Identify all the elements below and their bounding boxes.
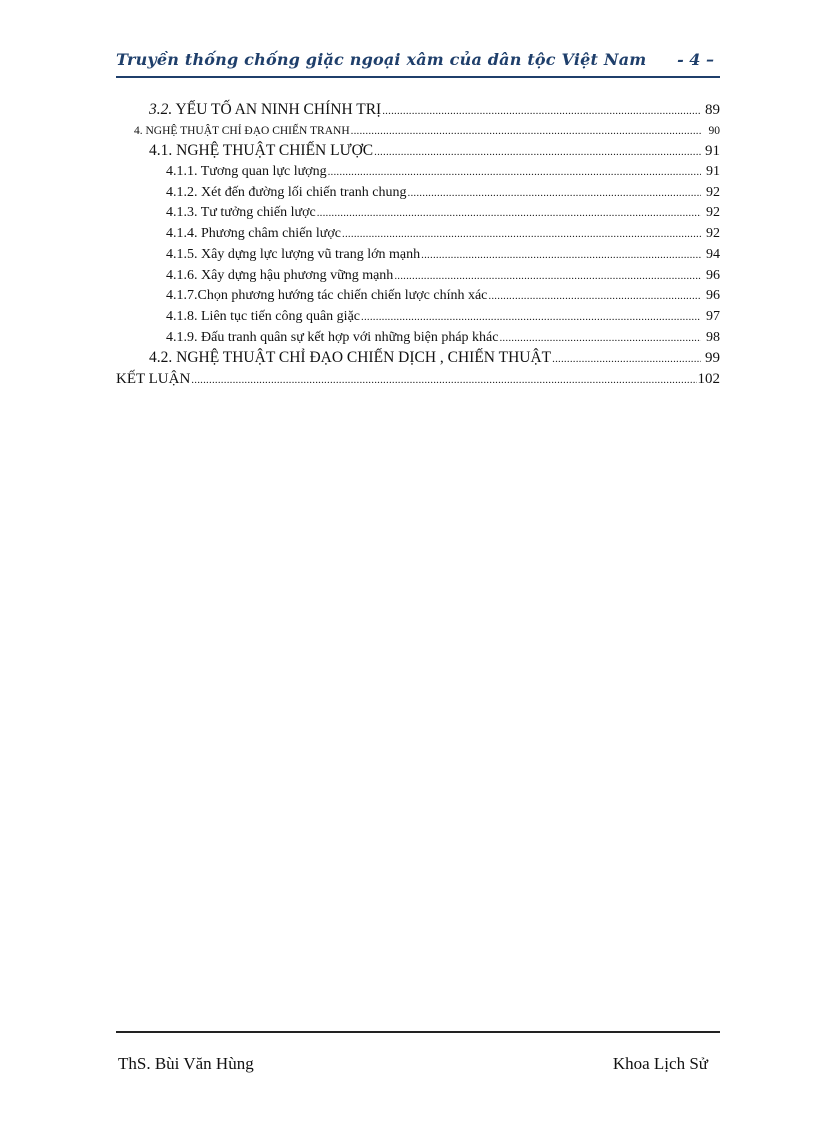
toc-entry[interactable] <box>116 369 720 390</box>
footer-divider <box>116 1031 720 1033</box>
toc-entry-title: Phương châm chiến lược <box>197 226 342 242</box>
toc-entry-title: YẾU TỐ AN NINH CHÍNH TRỊ <box>172 101 382 118</box>
toc-entry-page: 99 <box>705 350 720 367</box>
toc-entry-page: 90 <box>708 124 720 137</box>
toc-entry-title: Xây dựng hậu phương vững mạnh <box>197 267 394 283</box>
header-page-number: - 4 – <box>677 50 714 69</box>
toc-entry-title: Xây dựng lực lượng vũ trang lớn mạnh <box>197 246 421 262</box>
toc-leader-dots <box>394 266 701 287</box>
toc-leader-dots <box>421 245 701 266</box>
toc-entry[interactable] <box>116 183 720 204</box>
toc-entry-number: 4.1.1. <box>166 164 198 180</box>
toc-entry-page: 89 <box>705 102 720 118</box>
toc-entry-title: NGHỆ THUẬT CHỈ ĐẠO CHIẾN DỊCH , CHIẾN THUẬT <box>172 349 552 367</box>
toc-entry[interactable] <box>116 245 720 266</box>
toc-entry-page: 98 <box>706 329 720 345</box>
toc-entry-page: 96 <box>706 288 720 304</box>
toc-entry[interactable] <box>116 307 720 328</box>
toc-entry-title: Chọn phương hướng tác chiến chiến lược chính xác <box>197 288 488 304</box>
toc-entry-title: Tư tưởng chiến lược <box>197 205 316 221</box>
table-of-contents <box>116 100 720 390</box>
toc-entry-number: 4.1.6. <box>166 267 198 283</box>
toc-leader-dots <box>552 349 701 370</box>
toc-entry-number: 3.2. <box>149 101 173 118</box>
toc-entry[interactable] <box>116 203 720 224</box>
toc-entry[interactable] <box>116 266 720 287</box>
page-header <box>116 50 720 78</box>
toc-leader-dots <box>499 328 701 349</box>
toc-entry-number: 4.1.7. <box>166 288 198 304</box>
toc-entry-title: Đấu tranh quân sự kết hợp với những biện pháp khác <box>197 329 499 345</box>
toc-entry-page: 97 <box>706 308 720 324</box>
footer-department: Khoa Lịch Sử <box>612 1054 708 1073</box>
toc-leader-dots <box>488 286 701 307</box>
toc-entry-title: Liên tục tiến công quân giặc <box>197 308 360 324</box>
toc-entry-number: 4.1.4. <box>166 226 198 242</box>
toc-entry-title: NGHỆ THUẬT CHIẾN LƯỢC <box>172 142 374 160</box>
toc-entry-page: 94 <box>706 246 720 262</box>
toc-entry-page: 91 <box>705 143 720 160</box>
toc-entry-title: Xét đến đường lối chiến tranh chung <box>197 184 407 200</box>
toc-entry-page: 92 <box>706 184 720 200</box>
toc-entry-page: 91 <box>706 164 720 180</box>
toc-leader-dots <box>191 370 696 391</box>
toc-entry[interactable] <box>116 328 720 349</box>
toc-entry-number: 4.1.2. <box>166 184 198 200</box>
toc-leader-dots <box>382 101 701 122</box>
toc-leader-dots <box>374 142 701 163</box>
toc-entry[interactable] <box>116 348 720 369</box>
toc-entry[interactable] <box>116 121 720 142</box>
toc-entry[interactable] <box>116 162 720 183</box>
toc-entry-title: Tương quan lực lượng <box>197 164 327 180</box>
toc-entry[interactable] <box>116 224 720 245</box>
toc-entry[interactable] <box>116 286 720 307</box>
toc-entry-number: 4.1.3. <box>166 205 198 221</box>
toc-entry-number: 4.1. <box>149 142 173 160</box>
toc-entry-number: 4.1.9. <box>166 329 198 345</box>
header-title: Truyền thống chống giặc ngoại xâm của dân tộc Việt Nam <box>116 50 647 69</box>
toc-entry-page: 92 <box>706 205 720 221</box>
toc-leader-dots <box>342 224 701 245</box>
toc-leader-dots <box>328 162 701 183</box>
toc-leader-dots <box>317 203 701 224</box>
toc-entry[interactable] <box>116 100 720 121</box>
toc-leader-dots <box>351 121 701 142</box>
toc-entry-number: 4.1.5. <box>166 246 198 262</box>
footer-author: ThS. Bùi Văn Hùng <box>118 1054 254 1073</box>
toc-entry-page: 92 <box>706 226 720 242</box>
toc-leader-dots <box>361 307 701 328</box>
toc-entry-page: 96 <box>706 267 720 283</box>
toc-entry-number: 4. <box>134 124 143 137</box>
toc-leader-dots <box>408 183 702 204</box>
toc-entry-number: 4.1.8. <box>166 308 198 324</box>
toc-entry[interactable] <box>116 141 720 162</box>
toc-entry-page: 102 <box>697 370 720 387</box>
toc-entry-number: 4.2. <box>149 349 173 367</box>
toc-entry-title: KẾT LUẬN <box>116 370 191 387</box>
toc-entry-title: NGHỆ THUẬT CHỈ ĐẠO CHIẾN TRANH <box>142 124 350 137</box>
